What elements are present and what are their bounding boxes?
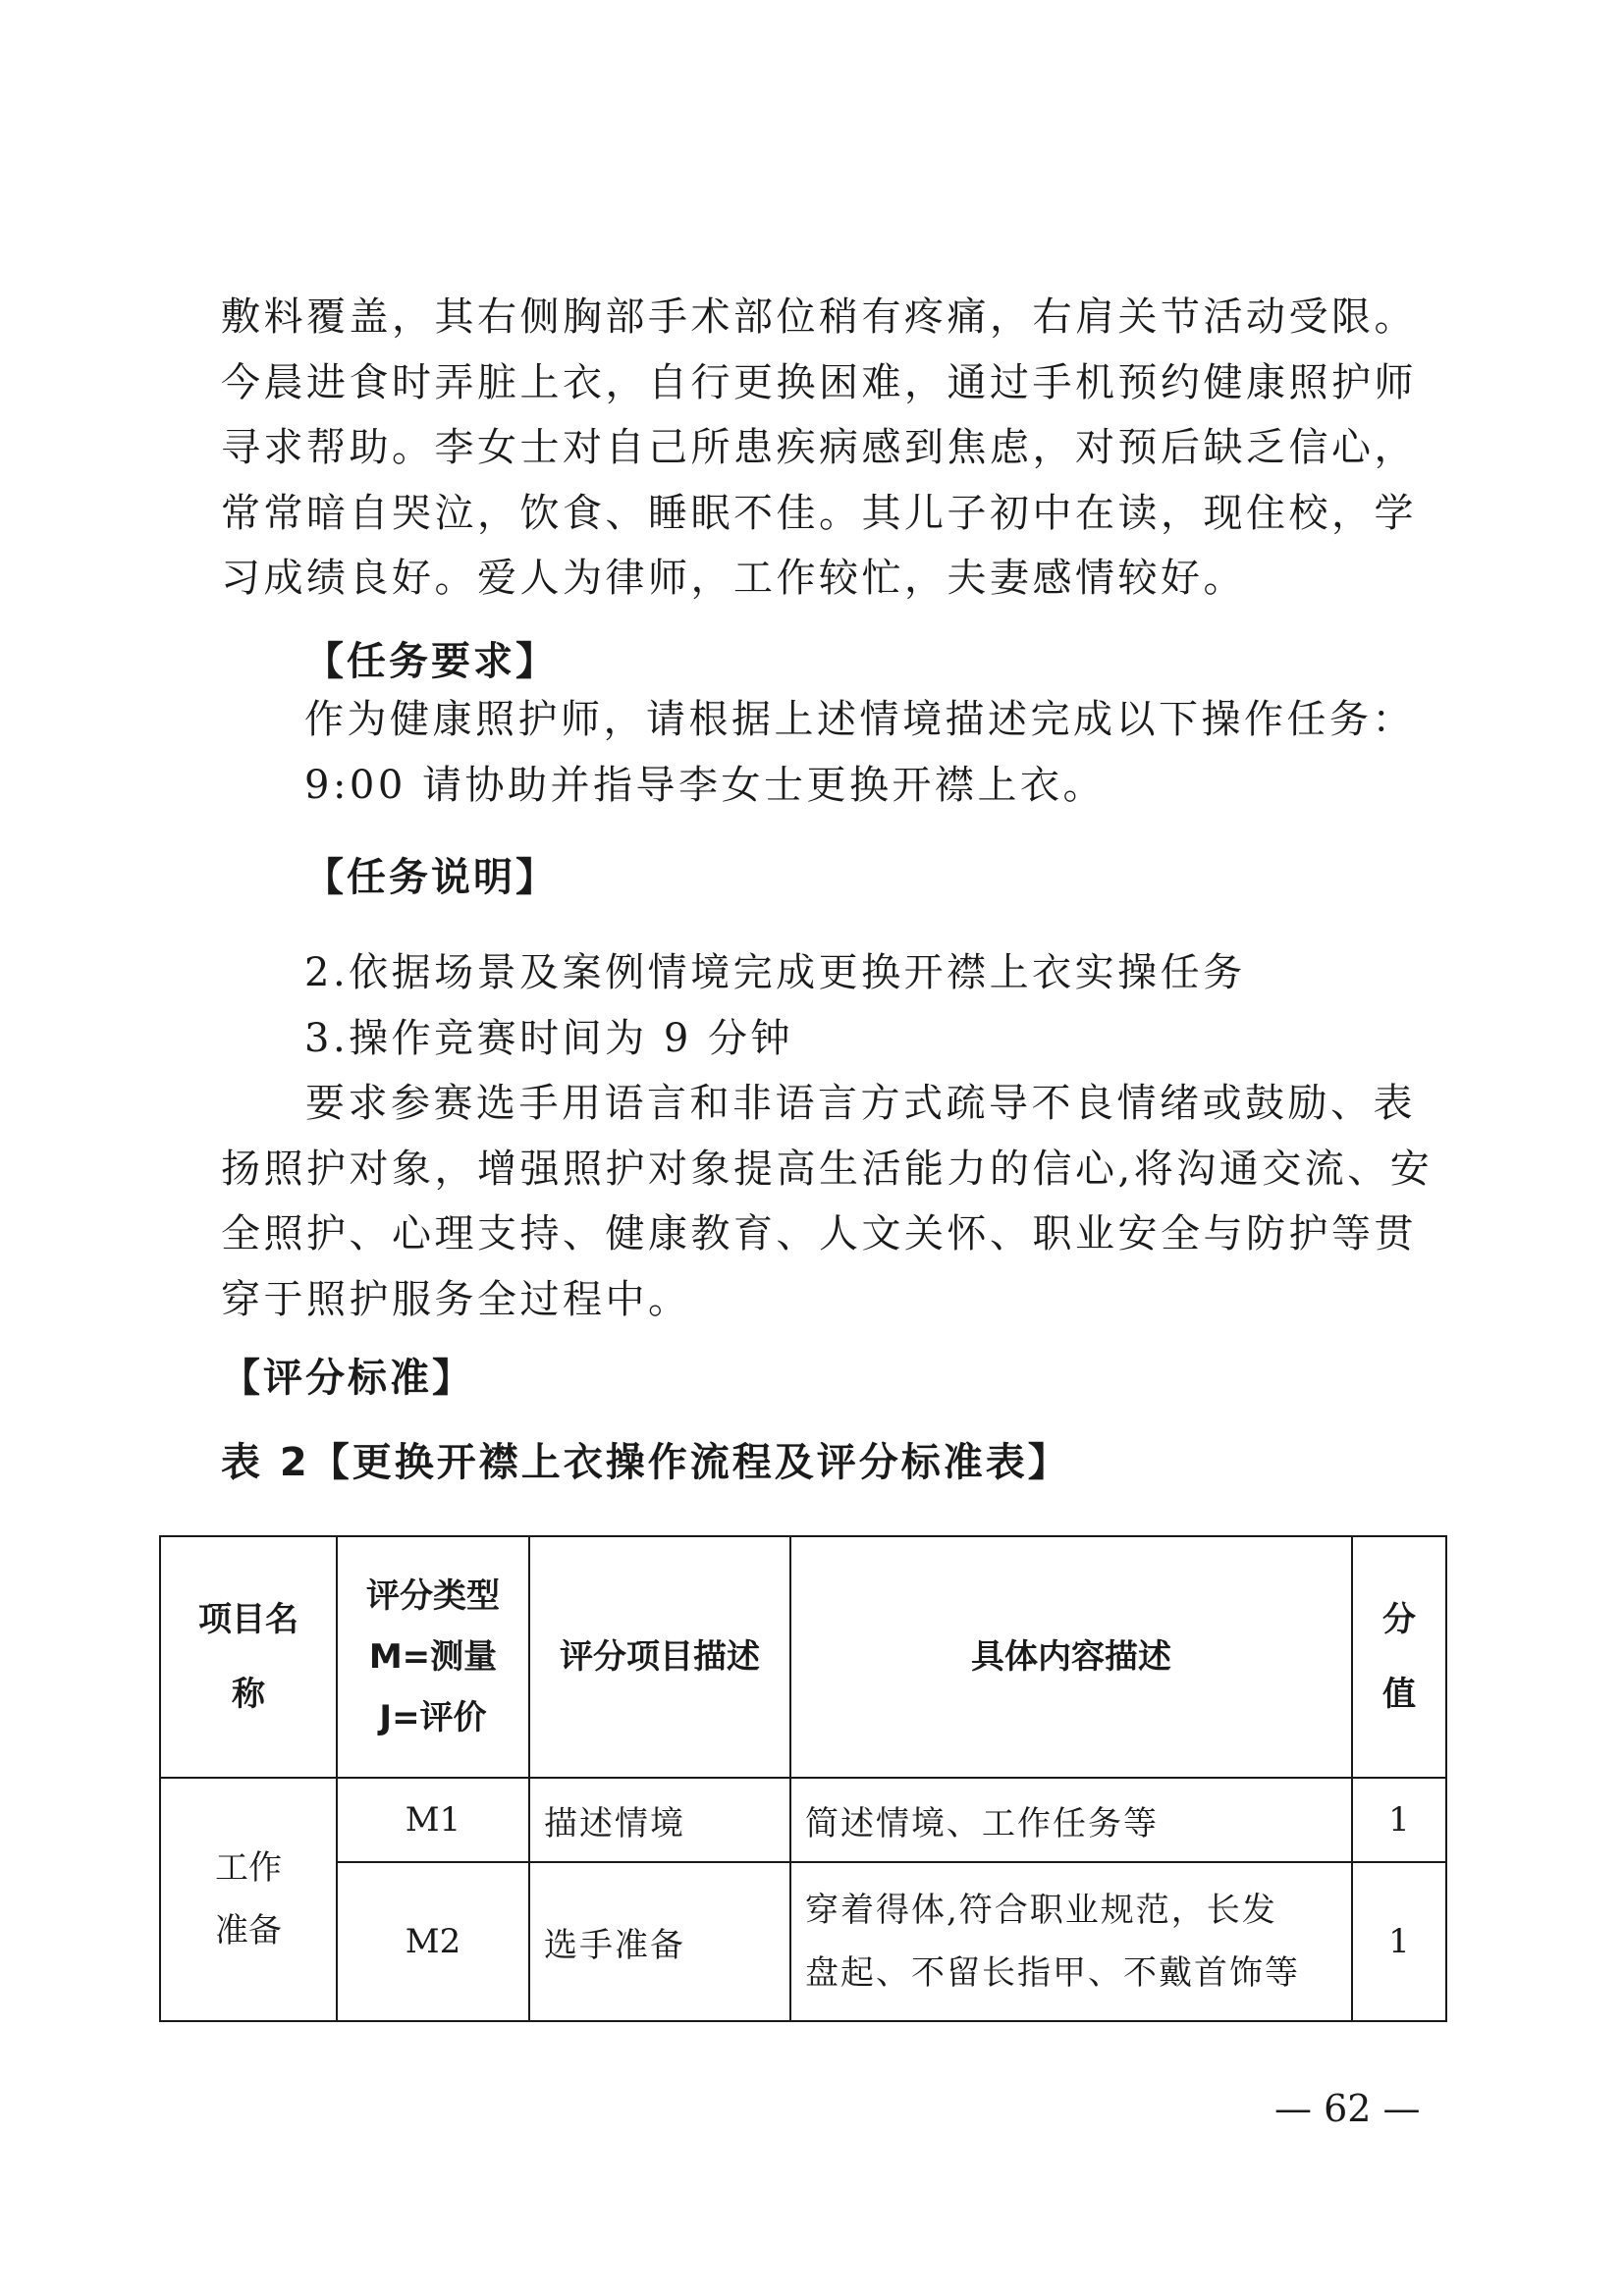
task-description-line: 扬照护对象，增强照护对象提高生活能力的信心,将沟通交流、安 — [221, 1146, 1434, 1192]
task-description-line: 要求参赛选手用语言和非语言方式疏导不良情绪或鼓励、表 — [305, 1081, 1416, 1126]
intro-line: 习成绩良好。爱人为律师，工作较忙，夫妻感情较好。 — [221, 556, 1246, 601]
task-description-line: 全照护、心理支持、健康教育、人文关怀、职业安全与防护等贯 — [221, 1211, 1417, 1256]
table-row — [160, 1778, 1446, 1862]
table-title: 表 2【更换开襟上衣操作流程及评分标准表】 — [221, 1440, 1070, 1485]
header-score-line1: 分 — [1382, 1600, 1416, 1639]
header-score-type-line3: J=评价 — [379, 1698, 487, 1737]
scoring-heading: 【评分标准】 — [221, 1356, 474, 1401]
score-cell: 1 — [1352, 1778, 1446, 1862]
header-score-type-line2: M=测量 — [368, 1637, 498, 1677]
task-requirement-line: 9:00 请协助并指导李女士更换开襟上衣。 — [304, 762, 1107, 808]
item-description-cell: 选手准备 — [529, 1862, 790, 2021]
score-cell: 1 — [1352, 1862, 1446, 2021]
header-project-name — [160, 1536, 337, 1778]
item-description-cell: 描述情境 — [529, 1778, 790, 1862]
task-requirement-text — [304, 687, 1522, 818]
content-description-cell — [790, 1862, 1352, 2021]
content-line2: 盘起、不留长指甲、不戴首饰等 — [805, 1953, 1300, 1993]
header-project-name-line1: 项目名 — [198, 1600, 298, 1639]
score-type-cell: M1 — [337, 1778, 529, 1862]
header-project-name-line2: 称 — [232, 1675, 265, 1714]
group-name-cell — [160, 1778, 337, 2021]
header-item-description: 评分项目描述 — [529, 1536, 790, 1778]
task-requirement-heading: 【任务要求】 — [304, 639, 558, 684]
task-requirement-line: 作为健康照护师，请根据上述情境描述完成以下操作任务： — [304, 697, 1415, 742]
table-row — [160, 1862, 1446, 2021]
header-score — [1352, 1536, 1446, 1778]
header-score-type — [337, 1536, 529, 1778]
task-description-heading: 【任务说明】 — [304, 855, 558, 900]
intro-line: 敷料覆盖，其右侧胸部手术部位稍有疼痛，右肩关节活动受限。 — [221, 294, 1417, 340]
page-number: — 62 — — [1274, 2087, 1421, 2130]
header-content-description: 具体内容描述 — [790, 1536, 1352, 1778]
task-description-line: 穿于照护服务全过程中。 — [221, 1276, 691, 1322]
task-description-paragraph — [221, 1071, 1438, 1332]
group-name-line1: 工作 — [215, 1848, 282, 1888]
group-name-line2: 准备 — [215, 1911, 282, 1950]
intro-line: 常常暗自哭泣，饮食、睡眠不佳。其儿子初中在读，现住校，学 — [221, 490, 1417, 536]
task-description-item: 2.依据场景及案例情境完成更换开襟上衣实操任务 — [304, 950, 1246, 995]
header-score-type-line1: 评分类型 — [366, 1576, 500, 1616]
intro-paragraph — [221, 285, 1438, 612]
content-line1: 穿着得体,符合职业规范，长发 — [805, 1891, 1277, 1930]
task-description-list — [304, 940, 1522, 1071]
table-header-row — [160, 1536, 1446, 1778]
score-type-cell: M2 — [337, 1862, 529, 2021]
scoring-table — [159, 1535, 1447, 2022]
task-description-item: 3.操作竞赛时间为 9 分钟 — [304, 1015, 794, 1061]
intro-line: 寻求帮助。李女士对自己所患疾病感到焦虑，对预后缺乏信心， — [221, 425, 1417, 470]
intro-line: 今晨进食时弄脏上衣，自行更换困难，通过手机预约健康照护师 — [221, 359, 1417, 405]
content-description-cell: 简述情境、工作任务等 — [790, 1778, 1352, 1862]
header-score-line2: 值 — [1382, 1675, 1416, 1714]
